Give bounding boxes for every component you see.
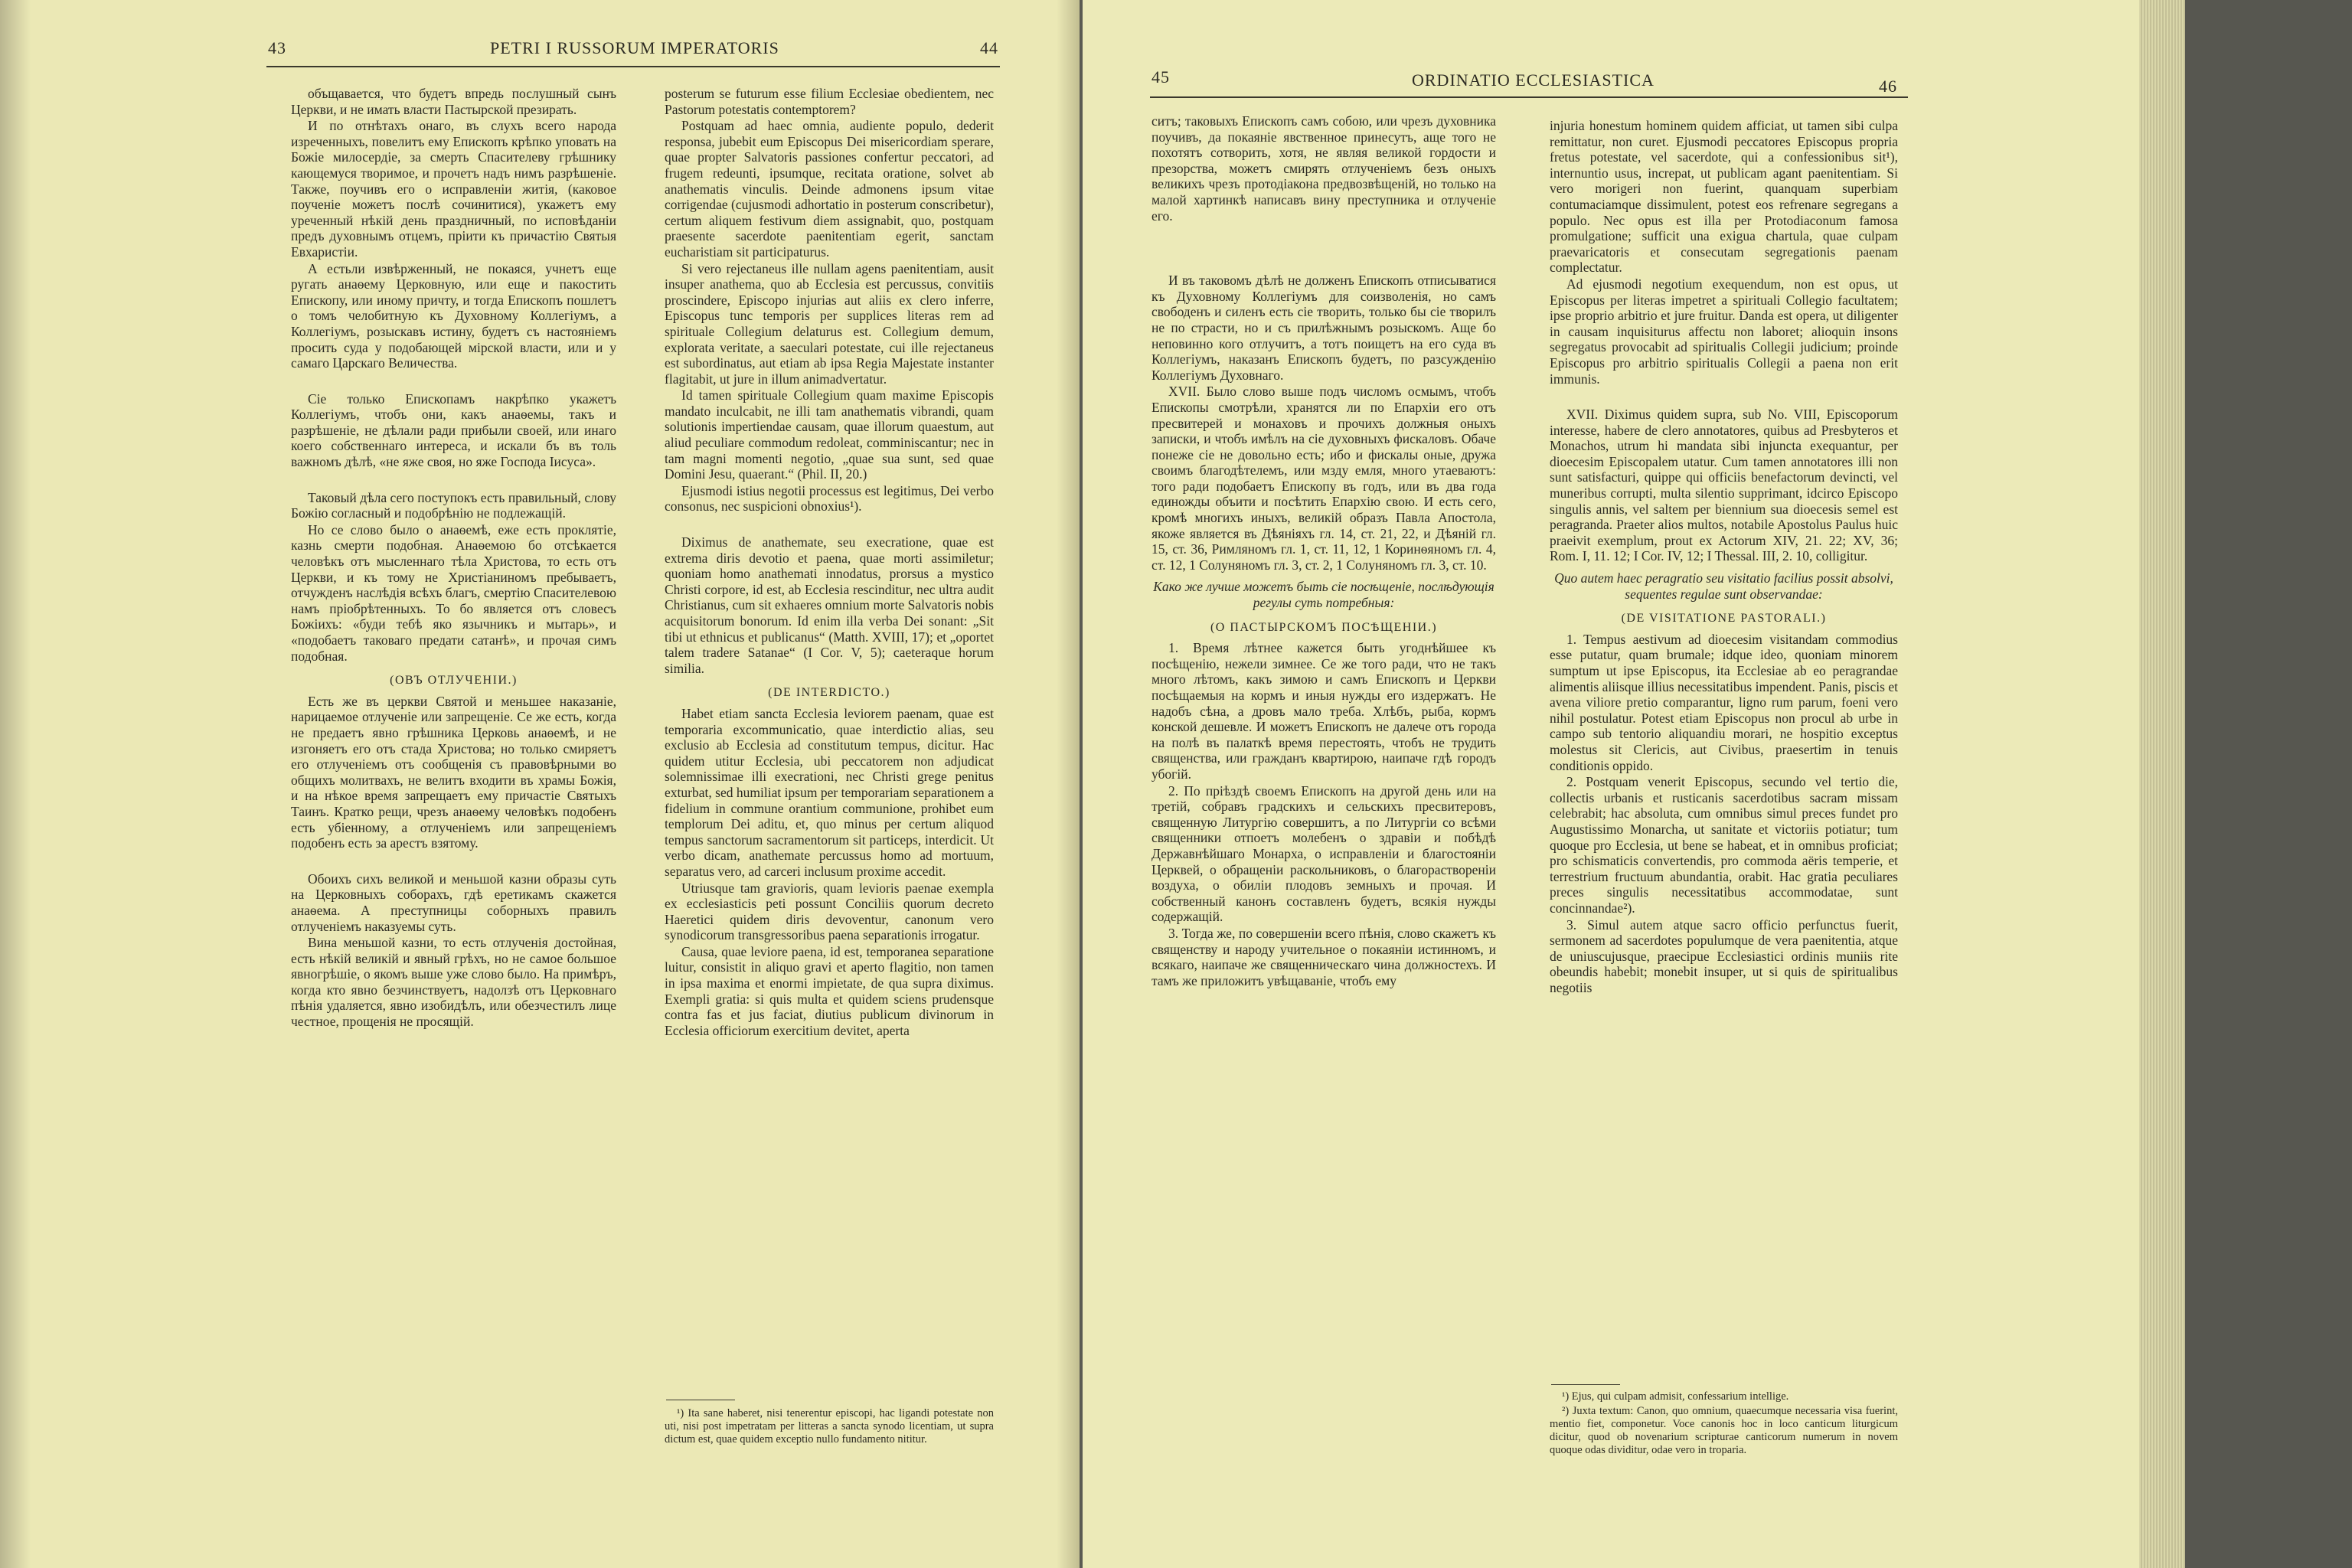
running-title: ORDINATIO ECCLESIASTICA <box>1412 70 1655 90</box>
paragraph: И въ таковомъ дѣлѣ не долженъ Епископъ отписыватися къ Духовному Коллегіумъ для соизволенія, но самъ свободенъ и силенъ есть сіе творить, только бы сіе творилъ не по страсти, но и съ прилѣжнымъ розыскомъ. Аще бо неповинно кого отлучитъ, а тотъ поищетъ на его суда въ Коллегіумъ, наказанъ Епископъ будетъ, по разсужденію Коллегіумъ Духовнаго. <box>1152 273 1496 383</box>
paragraph: ситъ; таковыхъ Епископъ самъ собою, или чрезъ духовника поучивъ, да покаяніе явственное принесутъ, аще того не похотятъ сотворить, хотя, не являя великой гордости и презорства, можетъ смирять отлученіемъ безъ оныхъ великихъ чрезъ протодіакона предвозвѣщеній, но только на малой хартинкѣ написавъ вину преступника и отлученіе его. <box>1152 113 1496 224</box>
paragraph: Таковый дѣла сего поступокъ есть правильный, слову Божію согласный и подобрѣнію не подлежащій. <box>291 489 616 521</box>
footnotes <box>1550 1390 1898 1459</box>
paragraph: Postquam ad haec omnia, audiente populo, dederit responsa, jubebit eum Episcopus Dei misericordiam sperare, quae propter Salvatoris passiones confertur peccatori, ad frugem redeunti, ipsumque, recitata oratione, solvet ab anathematis vinculis. Deinde admonens ipsum vitae corrigendae (cujusmodi adhortatio in posterum conscribetur), certum aliquem festivum diem assignabit, quo, postquam praesente sacerdote paenitentiam egerit, sanctam eucharistiam sit participaturus. <box>665 118 994 260</box>
footnote-rule <box>1551 1384 1620 1385</box>
paragraph: Utriusque tam gravioris, quam levioris paenae exempla ex ecclesiasticis peti possunt Conciliis quorum decreto Haeretici quidem diris devoventur, canonum vero synodicorum transgressoribus paena separationis irrogatur. <box>665 880 994 943</box>
paragraph: Но се слово было о анаѳемѣ, еже есть проклятіе, казнь смерти подобная. Анаѳемою бо отсѣкается человѣкъ отъ мысленнаго тѣла Христова, то есть отъ Церкви, и къ тому не Христіаниномъ пребываетъ, отчужденъ наслѣдія всѣхъ благъ, смертію Спасителевою намъ пріобрѣтенныхъ. То бо является отъ словесъ Божіихъ: «буди тебѣ яко язычникъ и мытарь», и «подобаетъ таковаго предати сатанѣ», и прочая симъ подобная. <box>291 521 616 664</box>
page-number: 43 <box>268 38 286 57</box>
book-spine-shadow <box>0 0 31 1568</box>
paragraph: И по отнѣтахъ онаго, въ слухъ всего народа изреченныхъ, повелитъ ему Епископъ крѣпко уповать на Божіе милосердіе, за смерть Спасителеву грѣшнику кающемуся творимое, и прочетъ надъ нимъ разрѣшеніе. Также, поучивъ его о исправленіи житія, (каковое поученіе можетъ послѣ сочинитися), укажетъ ему уреченный нѣкій день праздничный, по исповѣданіи предъ духовнымъ отцемъ, пріити къ причастію Святыя Евхаристіи. <box>291 118 616 260</box>
page-number: 46 <box>1879 77 1897 96</box>
paragraph: XVII. Diximus quidem supra, sub No. VIII, Episcoporum interesse, habere de clero annotatores, quibus ad Presbyteros et Monachos, utrum hi mandata sibi injuncta exequantur, per dioecesim Episcopalem utatur. Cum tamen annotatores illi non sunt satisfacturi, quippe qui officiis benefactorum devincti, vel muneribus corrupti, multa silentio supprimant, idcirco Episcopo singulis annis, vel saltem per biennium sua dioecesis semel est peragranda. Praeter alios multos, notabile Apostolus Paulus huic praeivit exemplum, prout ex Actorum XIV, 21. 22; XV, 36; Rom. I, 11. 12; I Cor. IV, 12; I Thessal. III, 2. 10, colligitur. <box>1550 407 1898 564</box>
paragraph: 1. Время лѣтнее кажется быть угоднѣйшее къ посѣщенію, нежели зимнее. Се же того ради, что не такъ много лѣтомъ, какъ зимою и самъ Епископъ и Церкви посѣщаемыя на кормъ и иныя нужды его издержатъ. Не надобъ сѣна, а дровъ мало треба. Хлѣбъ, рыба, кормъ конской дешевле. И можетъ Епископъ не далече отъ города на полѣ въ палаткѣ время перестоять, чтобъ не трудить священства, или гражданъ квартирою, наипаче гдѣ городъ убогій. <box>1152 640 1496 782</box>
header-rule <box>266 66 1000 67</box>
page-number: 45 <box>1152 67 1170 87</box>
footnotes <box>665 1407 994 1448</box>
paragraph: 2. Postquam venerit Episcopus, secundo vel tertio die, collectis urbanis et rusticanis sacerdotibus sacram missam celebrabit; hac absoluta, cum omnibus simul preces fundet pro Augustissimo Monarcha, ut sanitate et victoriis potiatur; tum quoque pro Ecclesia, ut bene se habeat, et in omnibus proficiat; pro schismaticis convertendis, pro commoda aëris temperie, et terrestrium fructuum abundantia, orabit. Hac gratia peculiares preces singulis necessitatibus accommodatae, sunt concinnandae²). <box>1550 774 1898 916</box>
right-page <box>1083 0 2139 1568</box>
section-heading: (ОВЪ ОТЛУЧЕНІИ.) <box>390 674 518 688</box>
paragraph: Ad ejusmodi negotium exequendum, non est opus, ut Episcopus per literas impetret a spirituali Collegio facultatem; ipse proprio arbitrio et jure fruitur. Danda est opera, ut diligenter in causam inquisiturus affectu non laboret; alioquin insons segregatus provocabit ad spiritualis Collegii judicium; proinde Episcopus pro arbitrio spiritualis Collegii a paena non erit immunis. <box>1550 276 1898 387</box>
paragraph: объщавается, что будетъ впредь послушный сынъ Церкви, и не имать власти Пастырской презирать. <box>291 86 616 117</box>
paragraph: А естьли извѣрженный, не покаяся, учнетъ еще ругать анаѳему Церковную, или еще и пакостить Епископу, или иному причту, и тогда Епископъ пошлетъ о томъ челобитную къ Духовному Коллегіумъ, а Коллегіумъ, розыскавъ истину, будетъ съ настояніемъ просить суда у подобающей мірской власти, или и у самаго Царскаго Величества. <box>291 260 616 371</box>
latin-column <box>1550 118 1898 996</box>
footnote: ¹) Ejus, qui culpam admisit, confessarium intellige. <box>1562 1390 1789 1403</box>
running-title: PETRI I RUSSORUM IMPERATORIS <box>490 38 779 57</box>
left-page <box>0 0 1080 1568</box>
italic-intro: Како же лучше можетъ быть сіе посѣщеніе, послѣдующія регулы суть потребныя: <box>1153 579 1494 611</box>
footnote: ¹) Ita sane haberet, nisi tenerentur episcopi, hac ligandi potestate non uti, nisi post impetratam per litteras a sancta synodo licentiam, ut supra dictum est, quae quidem exceptio nullo fundamento nititur. <box>665 1407 994 1446</box>
paragraph: Causa, quae leviore paena, id est, temporanea separatione luitur, consistit in aliquo gravi et aperto flagitio, non tamen in ipsa maxima et enormi impietate, de qua supra diximus. Exempli gratia: si quis multa et quidem sciens prudensque contra fas et jus faciat, diutius publicum divinorum in Ecclesia officiorum exercitium devitet, aperta <box>665 943 994 1038</box>
russian-column <box>291 86 616 1031</box>
paragraph: Id tamen spirituale Collegium quam maxime Episcopis mandato inculcabit, ne illi tam anathematis vibrandi, quam solutionis impertiendae causam, quae illorum quaestum, aut aliud peculiare commodum redoleat, comminiscantur; nec in tam magni momenti negotio, „quae sua sunt, sed quae Domini Jesu, quaerant.“ (Phil. II, 20.) <box>665 387 994 482</box>
paragraph: Habet etiam sancta Ecclesia leviorem paenam, quae est temporaria excommunicatio, quae interdictio alias, seu exclusio ab Ecclesia ad constitutum tempus, dicitur. Hac quidem utitur Ecclesia, ubi peccatorem non adjudicat solemnissimae illi execrationi, nec Christi grege penitus exturbat, sed humiliat ipsum per temporariam separationem a fidelium in commune orantium communione, prohibet eum templorum Dei aditu, et, quo minus per certum aliquod tempus sanctorum sacramentorum sit particeps, interdicit. Ut verbo dicam, anathemate percussus homo ad mortuum, separatus vero, ad carceri inclusum proxime accedit. <box>665 705 994 879</box>
paragraph: Diximus de anathemate, seu execratione, quae est extrema diris devotio et paena, quae morti assimiletur; quoniam homo anathemati innodatus, prorsus a mystico Christi corpore, id est, ab Ecclesia rescinditur, nec ultra audit Christianus, cum sit exhaeres omnium morte Salvatoris nobis acquisitorum bonorum. Id enim illa verba Dei sonant: „Sit tibi ut ethnicus et publicanus“ (Matth. XVIII, 17); et „oportet talem tradere Satanae“ (I Cor. V, 5); caeteraque horum similia. <box>665 534 994 676</box>
paragraph: Вина меньшой казни, то есть отлученія достойная, есть нѣкій великій и явный грѣхъ, но не самое большое явногрѣшіе, о якомъ выше уже слово было. На примѣръ, когда кто явно безчинствуетъ, надолзѣ отъ Церковнаго пѣнія удаляется, явно изобидѣлъ, или обезчестилъ лице честное, прощенія не просящій. <box>291 935 616 1030</box>
gutter-shadow <box>1057 0 1080 1568</box>
paragraph: XVII. Было слово выше подъ числомъ осмымъ, чтобъ Епископы смотрѣли, хранятся ли по Епархіи его отъ пресвитерей и монаховъ и прочихъ должныя оныхъ записки, и чтобъ имѣлъ на сіе духовныхъ фискаловъ. Обаче понеже сіе не довольно есть; ибо и фискалы оные, дружа своимъ благодѣтелемъ, или мзду емля, много утаеваютъ: того ради подобаетъ Епископу въ годъ, или въ два года единожды объити и посѣтить Епархію свою. И есть сего, кромѣ многихъ иныхъ, великій образъ Павла Апостола, якоже является въ Дѣяніяхъ гл. 14, ст. 21, 22, и Дѣяній гл. 15, ст. 36, Римляномъ гл. 1, ст. 11, 12, 1 Коринѳяномъ гл. 4, ст. 12, 1 Солуняномъ гл. 3, ст. 2, 1 Солуняномъ гл. 3, ст. 10. <box>1152 384 1496 573</box>
russian-column <box>1152 113 1496 989</box>
paragraph: posterum se futurum esse filium Ecclesiae obedientem, nec Pastorum potestatis contemptorem? <box>665 86 994 117</box>
paragraph: Ejusmodi istius negotii processus est legitimus, Dei verbo consonus, nec suspicioni obnoxius¹). <box>665 482 994 514</box>
footnote: ²) Juxta textum: Canon, quo omnium, quaecumque necessaria visa fuerint, mentio fiet, componetur. Voce canonis hoc in loco canticum liturgicum dicitur, quod ob novenarium scripturae canticorum numerum in novem quoque odas dividitur, odae vero in troparia. <box>1550 1405 1898 1456</box>
header-rule <box>1150 96 1908 98</box>
section-heading: (DE VISITATIONE PASTORALI.) <box>1621 612 1827 626</box>
section-heading: (О ПАСТЫРСКОМЪ ПОСѢЩЕНІИ.) <box>1210 620 1438 634</box>
italic-intro: Quo autem haec peragratio seu visitatio facilius possit absolvi, sequentes regulae sunt observandae: <box>1554 570 1893 602</box>
paragraph: Обоихъ сихъ великой и меньшой казни образы суть на Церковныхъ соборахъ, гдѣ еретикамъ скажется анаѳема. А преступницы соборныхъ правилъ отлученіемъ наказуемы суть. <box>291 871 616 934</box>
page-edges <box>2139 0 2185 1568</box>
section-heading: (DE INTERDICTO.) <box>768 686 890 700</box>
book-cover-background <box>2185 0 2352 1568</box>
paragraph: injuria honestum hominem quidem afficiat, ut tamen sibi culpa remittatur, non curet. Ejusmodi peccatores Episcopus propria fretus potestate, vel sacerdote, qui a confessionibus sit¹), internuntio usus, increpat, ut publicam agant paenitentiam. Si vero morigeri non fuerint, quanquam superbiam contumaciamque dissimulent, potest eos refrenare segregans a populo. Nec opus est illa per Protodiaconum famosa promulgatione; sufficit una exigua chartula, quae culpam praevaricatoris et consecutam segregationis paenam complectatur. <box>1550 118 1898 276</box>
page-number: 44 <box>980 38 998 57</box>
paragraph: Si vero rejectaneus ille nullam agens paenitentiam, ausit insuper anathema, quo ab Ecclesia est percussus, convitiis proscindere, Episcopo injurias aut aliis ex clero inferre, Episcopus tunc temporis per supplices literas rem ad spirituale Collegium delaturus est. Collegium demum, explorata veritate, a saeculari potestate, cui ille rejectaneus est subordinatus, aut etiam ab ipsa Regia Majestate instanter flagitabit, ut jure in illum animadvertatur. <box>665 260 994 387</box>
paragraph: 3. Simul autem atque sacro officio perfunctus fuerit, sermonem ad sacerdotes populumque de vera paenitentia, atque de uniuscujusque, praecipue Ecclesiastici ordinis muniis rite obeundis habebit; monebit insuper, ut si quis de spiritualibus negotiis <box>1550 916 1898 995</box>
paragraph: 2. По пріѣздѣ своемъ Епископъ на другой день или на третій, собравъ градскихъ и сельскихъ пресвитеровъ, священную Литургію совершитъ, а по Литургіи со всѣми священники отпоетъ молебенъ о здравіи и побѣдѣ Державнѣйшаго Монарха, о исправленіи и благостояніи Церквей, о обращеніи раскольниковъ, о благораствореніи воздуха, о обиліи плодовъ земныхъ и прочая. И собственный канонъ составленъ будетъ, всякія нужды содержащій. <box>1152 782 1496 925</box>
paragraph: Сіе только Епископамъ накрѣпко укажетъ Коллегіумъ, чтобъ они, какъ анаѳемы, такъ и разрѣшеніе, не дѣлали ради прибыли своей, или инаго коего собственнаго интереса, и искали бъ въ толь важномъ дѣлѣ, «не яже своя, но яже Господа Іисуса». <box>291 390 616 470</box>
latin-column <box>665 86 994 1039</box>
paragraph: 1. Tempus aestivum ad dioecesim visitandam commodius esse putatur, quam brumale; idque ideo, quoniam minorem sumptum ut ipse Episcopus, ita Ecclesiae ab eo peragrandae alimentis aliisque illius necessitatibus impendent. Panis, piscis et avena viliore pretio comparantur, ligno rum parum, foeni vero nihil postulatur. Potest etiam Episcopus non procul ab urbe in campo sub tentorio aliquandiu morari, ne hospitio exceptus molestus sit Clericis, aut Civibus, praesertim in tenuis conditionis oppido. <box>1550 631 1898 773</box>
paragraph: Есть же въ церкви Святой и меньшее наказаніе, нарицаемое отлученіе или запрещеніе. Се же есть, когда не предаетъ явно грѣшника Церковь анаѳемѣ, и не изгоняетъ его отъ стада Христова; но только смиряетъ его отлученіемъ отъ сообщенія съ правовѣрными во общихъ молитвахъ, не велитъ входити въ храмы Божія, и на нѣкое время запрещаетъ ему причастіе Святыхъ Таинъ. Кратко рещи, чрезъ анаѳему человѣкъ подобенъ есть убіенному, а отлученіемъ или запрещеніемъ подобенъ есть за арестъ взятому. <box>291 693 616 851</box>
paragraph: 3. Тогда же, по совершеніи всего пѣнія, слово скажетъ къ священству и народу учительное о покаяніи истинномъ, и всякаго, наипаче же священническаго чина должностехъ. И тамъ же приложитъ увѣщаваніе, чтобъ ему <box>1152 925 1496 988</box>
